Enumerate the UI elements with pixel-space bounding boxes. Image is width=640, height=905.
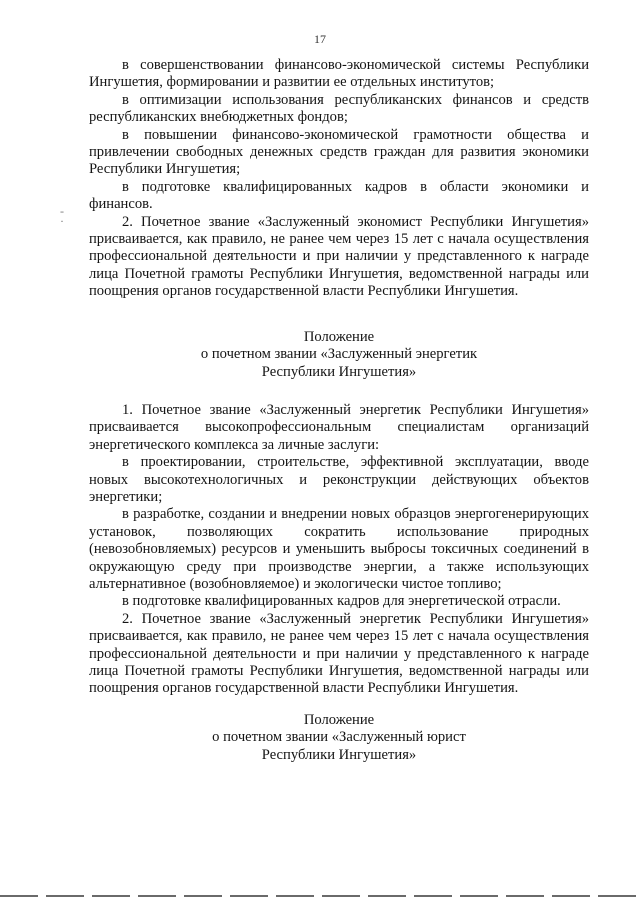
list-item: в проектировании, строительстве, эффективной эксплуатации, вводе новых высокотехнологичных и реконструкции действующих объектов энергетики;: [89, 454, 589, 505]
section-spacer: [89, 698, 589, 712]
heading-line: о почетном звании «Заслуженный энергетик: [200, 346, 478, 363]
list-item: в разработке, создании и внедрении новых образцов энергогенерирующих установок, позволяющих сократить использование природных (невозобновляемых) ресурсов и уменьшить выбросы токсичных соединений в окружающую среду при производстве энергии, а также использующих альтернативное (возобновляемое) и экологически чистое топливо;: [89, 506, 589, 592]
scan-artifact: - ·: [60, 204, 64, 228]
scan-edge-line: [0, 895, 640, 897]
list-item: в подготовке квалифицированных кадров в области экономики и финансов.: [89, 178, 589, 213]
section-spacer: [89, 381, 589, 402]
list-item: в подготовке квалифицированных кадров для энергетической отрасли.: [122, 593, 561, 610]
heading-line: Положение: [303, 328, 375, 345]
list-item: в оптимизации использования республиканских финансов и средств республиканских внебюджетных фондов;: [89, 91, 589, 126]
page-number: 17: [314, 32, 326, 46]
section-heading-lawyer: [89, 712, 589, 764]
section-spacer: [89, 301, 589, 329]
heading-line: о почетном звании «Заслуженный юрист: [212, 729, 466, 746]
heading-line: Положение: [303, 711, 375, 728]
section-heading-energy: [89, 329, 589, 381]
heading-line: Республики Ингушетия»: [261, 363, 417, 380]
list-item: в повышении финансово-экономической грамотности общества и привлечении свободных денежных средств граждан для развития экономики Республики Ингушетия;: [89, 126, 589, 178]
document-body: [89, 57, 589, 764]
clause-paragraph: 2. Почетное звание «Заслуженный экономист Республики Ингушетия» присваивается, как правило, не ранее чем через 15 лет с начала осуществления профессиональной деятельности и при наличии у представленного к награде лица Почетной грамоты Республики Ингушетия, ведомственной награды или поощрения органов государственной власти Республики Ингушетия.: [89, 213, 589, 300]
heading-line: Республики Ингушетия»: [261, 746, 417, 763]
clause-paragraph: 2. Почетное звание «Заслуженный энергетик Республики Ингушетия» присваивается, как правило, не ранее чем через 15 лет с начала осуществления профессиональной деятельности и при наличии у представленного к награде лица Почетной грамоты Республики Ингушетия, ведомственной награды или поощрения органов государственной власти Республики Ингушетия.: [89, 610, 589, 697]
clause-paragraph: 1. Почетное звание «Заслуженный энергетик Республики Ингушетия» присваивается высокопрофессиональным специалистам организаций энергетического комплекса за личные заслуги:: [89, 401, 589, 453]
list-item: в совершенствовании финансово-экономической системы Республики Ингушетия, формировании и развитии ее отдельных институтов;: [89, 57, 589, 91]
